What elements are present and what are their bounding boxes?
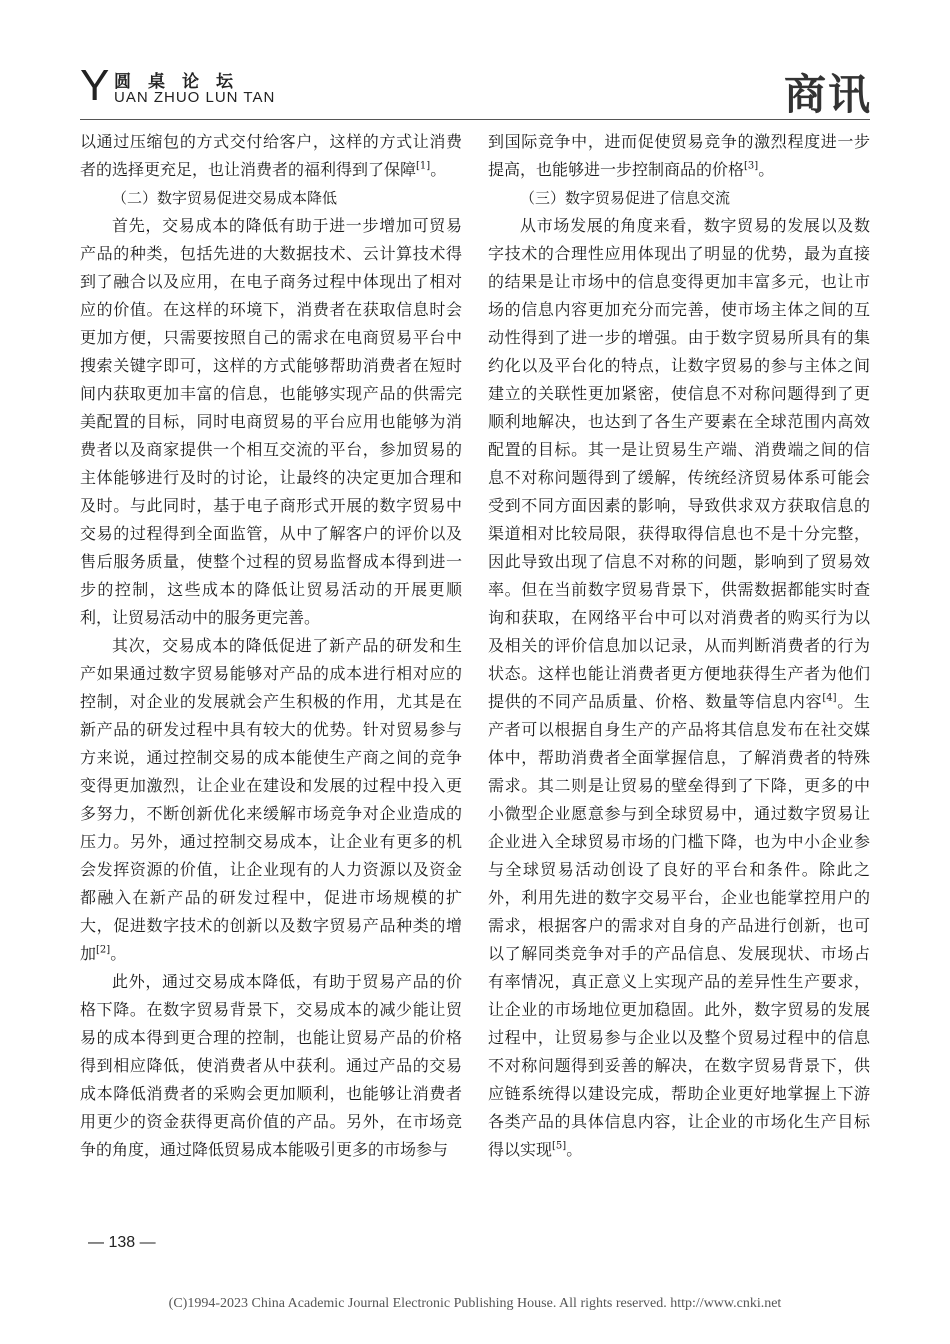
paragraph: 首先，交易成本的降低有助于进一步增加可贸易产品的种类，包括先进的大数据技术、云计算技术得到了融合以及应用，在电子商务过程中体现出了相对应的价值。在这样的环境下，消费者在获取信息时会更加方便，只需要按照自己的需求在电商贸易平台中搜索关键字即可，这样的方式能够帮助消费者在短时间内获取更加丰富的信息，也能够实现产品的供需完美配置的目标，同时电商贸易的平台应用也能够为消费者以及商家提供一个相互交流的平台，参加贸易的主体能够进行及时的讨论，让最终的决定更加合理和及时。与此同时，基于电子商形式开展的数字贸易中交易的过程得到全面监管，从中了解客户的评价以及售后服务质量，使整个过程的贸易监督成本得到进一步的控制，这些成本的降低让贸易活动的开展更顺利，让贸易活动中的服务更完善。: [80, 216, 462, 627]
header-rule: [80, 119, 870, 120]
left-column: [80, 128, 462, 1164]
paragraph: 此外，通过交易成本降低，有助于贸易产品的价格下降。在数字贸易背景下，交易成本的减少能让贸易的成本得到更合理的控制，也能让贸易产品的价格得到相应降低，使消费者从中获利。通过产品的交易成本降低消费者的采购会更加顺利，也能够让消费者用更少的资金获得更高价值的产品。另外，在市场竞争的角度，通过降低贸易成本能吸引更多的市场参与: [80, 972, 462, 1159]
paragraph: 其次，交易成本的降低促进了新产品的研发和生产如果通过数字贸易能够对产品的成本进行相对应的控制，对企业的发展就会产生积极的作用，尤其是在新产品的研发过程中具有较大的优势。针对贸易参与方来说，通过控制交易的成本能使生产商之间的竞争变得更加激烈，让企业在建设和发展的过程中投入更多努力，不断创新优化来缓解市场竞争对企业造成的压力。另外，通过控制交易成本，让企业有更多的机会发挥资源的价值，让企业现有的人力资源以及资金都融入在新产品的研发过程中，促进市场规模的扩大，促进数字技术的创新以及数字贸易产品种类的增加[2]。: [80, 636, 462, 963]
section-heading: （二）数字贸易促进交易成本降低: [112, 189, 338, 207]
citation: [2]: [96, 944, 111, 956]
citation: [3]: [744, 160, 759, 172]
journal-name-pinyin: UAN ZHUO LUN TAN: [114, 89, 276, 106]
journal-name-chinese: 圆桌论坛: [114, 72, 250, 92]
citation: [5]: [552, 1140, 567, 1152]
citation: [1]: [416, 160, 431, 172]
paragraph: 到国际竞争中，进而促使贸易竞争的激烈程度进一步提高，也能够进一步控制商品的价格[3]。: [488, 132, 870, 179]
publication-brand: 商讯: [783, 70, 872, 119]
journal-header: [80, 61, 880, 119]
citation: [4]: [822, 692, 837, 704]
page-number: — 138 —: [88, 1234, 156, 1251]
paragraph: 以通过压缩包的方式交付给客户，这样的方式让消费者的选择更充足，也让消费者的福利得到了保障[1]。: [80, 132, 462, 179]
copyright-footer: (C)1994-2023 China Academic Journal Electronic Publishing House. All rights reserved. http://www.cnki.net: [168, 1296, 782, 1311]
section-heading: （三）数字贸易促进了信息交流: [520, 189, 731, 207]
right-column: [488, 128, 870, 1164]
journal-logo-letter: Y: [80, 61, 110, 110]
paragraph: 从市场发展的角度来看，数字贸易的发展以及数字技术的合理性应用体现出了明显的优势，最为直接的结果是让市场中的信息变得更加丰富多元，也让市场的信息内容更加充分而完善，使市场主体之间的互动性得到了进一步的增强。由于数字贸易所具有的集约化以及平台化的特点，让数字贸易的参与主体之间建立的关联性更加紧密，使信息不对称问题得到了更顺利地解决，也达到了各生产要素在全球范围内高效配置的目标。其一是让贸易生产端、消费端之间的信息不对称问题得到了缓解，传统经济贸易体系可能会受到不同方面因素的影响，导致供求双方获取信息的渠道相对比较局限，获得取得信息也不是十分完整，因此导致出现了信息不对称的问题，影响到了贸易效率。但在当前数字贸易背景下，供需数据都能实时查询和获取，在网络平台中可以对消费者的购买行为以及相关的评价信息加以记录，从而判断消费者的行为状态。这样也能让消费者更方便地获得生产者为他们提供的不同产品质量、价格、数量等信息内容[4]。生产者可以根据自身生产的产品将其信息发布在社交媒体中，帮助消费者全面掌握信息，了解消费者的特殊需求。其二则是让贸易的壁垒得到了下降，更多的中小微型企业愿意参与到全球贸易中，通过数字贸易让企业进入全球贸易市场的门槛下降，也为中小企业参与全球贸易活动创设了良好的平台和条件。除此之外，利用先进的数字交易平台，企业也能掌控用户的需求，根据客户的需求对自身的产品进行创新，也可以了解同类竞争对手的产品信息、发展现状、市场占有率情况，真正意义上实现产品的差异性生产要求，让企业的市场地位更加稳固。此外，数字贸易的发展过程中，让贸易参与企业以及整个贸易过程中的信息不对称问题得到妥善的解决，在数字贸易背景下，供应链系统得以建设完成，帮助企业更好地掌握上下游各类产品的具体信息内容，让企业的市场化生产目标得以实现[5]。: [488, 216, 870, 1159]
